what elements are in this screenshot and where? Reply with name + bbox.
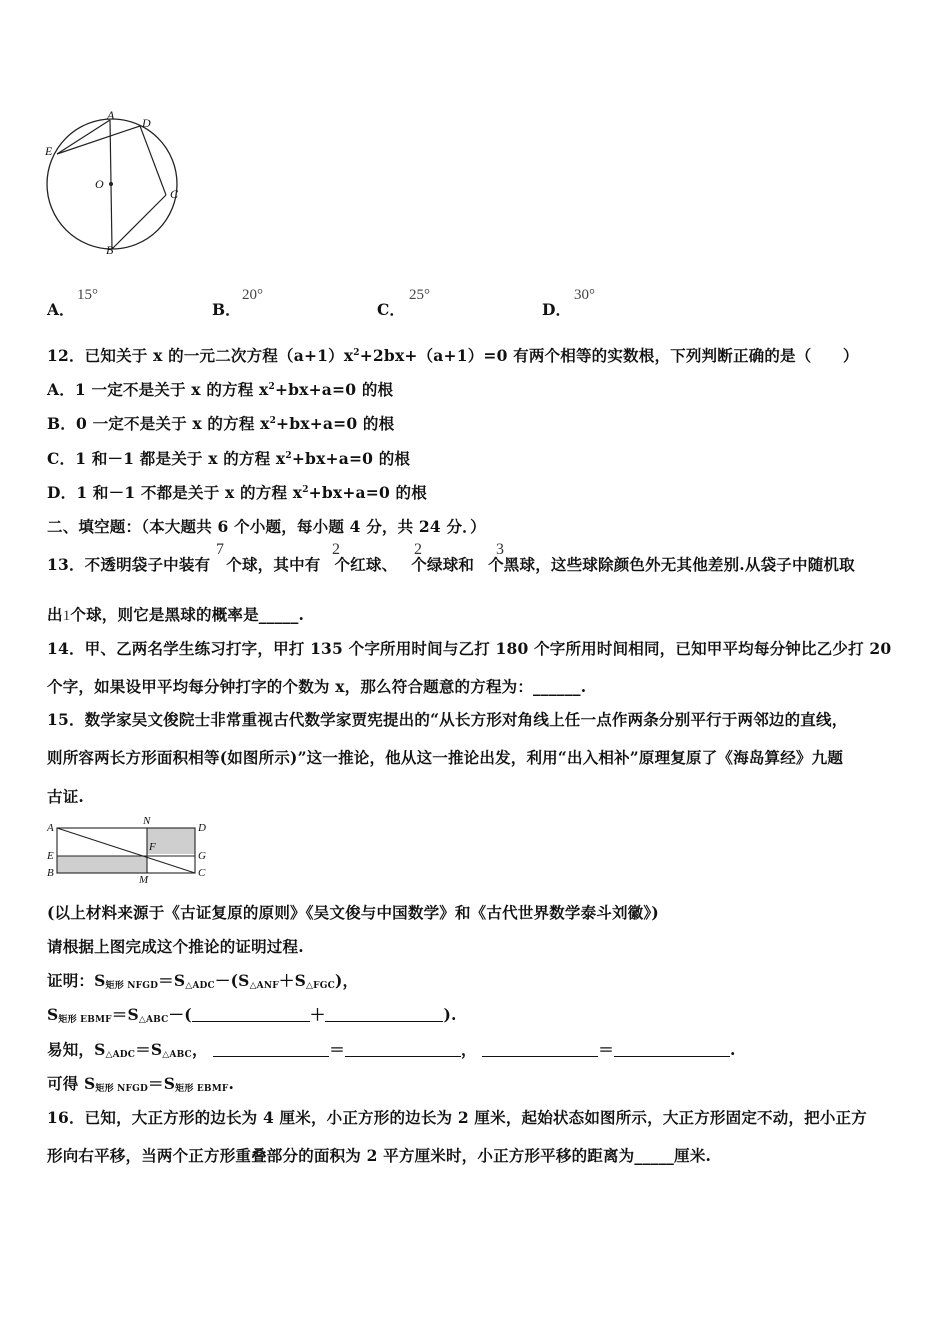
q11-option-c-letter: C．: [377, 300, 405, 319]
q11-option-a-letter: A．: [47, 300, 75, 319]
q14-line1: 14．甲、乙两名学生练习打字，甲打 135 个字所用时间与乙打 180 个字所用时间相同，已知甲平均每分钟比乙少打 20: [47, 639, 892, 658]
proof2-blank-2[interactable]: [325, 1007, 443, 1022]
q15-source: (以上材料来源于《古证复原的原则》《吴文俊与中国数学》和《古代世界数学泰斗刘徽》): [47, 903, 659, 922]
q13-black-balls: 3: [496, 541, 504, 558]
rect-label-m: M: [139, 874, 149, 886]
q11-option-d-letter: D．: [542, 300, 571, 319]
q11-option-c-value: 25°: [409, 287, 430, 303]
q11-option-b-value: 20°: [242, 287, 263, 303]
label-e: E: [45, 144, 53, 158]
rect-label-f: F: [149, 841, 156, 853]
section-fill-blank-title: 二、填空题：（本大题共 6 个小题，每小题 4 分，共 24 分．）: [47, 517, 486, 536]
q13-green-balls: 2: [414, 541, 422, 558]
rect-label-c: C: [198, 867, 206, 879]
rect-label-e: E: [47, 850, 54, 862]
q15-prompt: 请根据上图完成这个推论的证明过程.: [47, 937, 304, 956]
q11-option-a-value: 15°: [77, 287, 98, 303]
rect-label-n: N: [143, 815, 151, 827]
label-a: A: [107, 108, 115, 122]
q13-line1: 13．不透明袋子中装有 个球，其中有 个红球、 个绿球和 个黑球，这些球除颜色外无其他差别.从袋子中随机取: [47, 555, 855, 574]
q15-proof-line1: 证明：$S_{矩形 NFGD}=S_{\triangle ADC}-(S_{\triangle ANF}+S_{\triangle FGC})$，: [47, 971, 359, 991]
proof3-blank-1[interactable]: [213, 1042, 329, 1057]
q13-line2: 出1个球，则它是黑球的概率是_____.: [47, 605, 305, 624]
q15-proof-line4: 可得 $S_{矩形 NFGD}=S_{矩形 EBMF}$.: [47, 1074, 235, 1094]
q11-option-b-letter: B．: [212, 300, 241, 319]
q13-draw-count: 1: [62, 608, 71, 624]
label-c: C: [170, 187, 179, 201]
q15-proof-line3: 易知，$S_{\triangle ADC}=S_{\triangle ABC}$， ＝ ， ＝ .: [47, 1040, 736, 1060]
q16-line2: 形向右平移，当两个正方形重叠部分的面积为 2 平方厘米时，小正方形平移的距离为_____厘米.: [47, 1146, 712, 1165]
label-b: B: [106, 243, 114, 257]
rect-label-g: G: [198, 850, 206, 862]
label-o: O: [95, 177, 104, 191]
q12-option-d: D．1 和－1 不都是关于 x 的方程 $x^2+bx+a=0$ 的根: [47, 483, 427, 502]
q12-option-c: C．1 和－1 都是关于 x 的方程 $x^2+bx+a=0$ 的根: [47, 449, 411, 468]
q15-proof-line2: $S_{矩形 EBMF}=S_{\triangle ABC}-$( ＋ ).: [47, 1005, 457, 1025]
q13-red-balls: 2: [332, 541, 340, 558]
q15-line3: 古证.: [47, 787, 84, 806]
q12-option-b: B．0 一定不是关于 x 的方程 $x^2+bx+a=0$ 的根: [47, 414, 395, 433]
q11-option-d-value: 30°: [574, 287, 595, 303]
q15-line2: 则所容两长方形面积相等(如图所示)”这一推论，他从这一推论出发，利用“出入相补”原理复原了《海岛算经》九题: [47, 748, 844, 767]
q12-option-a: A．1 一定不是关于 x 的方程 $x^2+bx+a=0$ 的根: [47, 380, 394, 399]
q16-line1: 16．已知，大正方形的边长为 4 厘米，小正方形的边长为 2 厘米，起始状态如图所示，大正方形固定不动，把小正方: [47, 1108, 867, 1127]
rect-label-b: B: [47, 867, 54, 879]
rectangle-figure: [40, 815, 220, 890]
q12-stem: 12．已知关于 x 的一元二次方程$(a+1)x^2+2bx+(a+1)=0$ 有两个相等的实数根，下列判断正确的是（ ）: [47, 346, 859, 365]
rect-label-a: A: [47, 822, 54, 834]
q15-line1: 15．数学家吴文俊院士非常重视古代数学家贾宪提出的“从长方形对角线上任一点作两条分别平行于两邻边的直线，: [47, 710, 848, 729]
proof3-blank-4[interactable]: [614, 1042, 730, 1057]
proof3-blank-2[interactable]: [345, 1042, 461, 1057]
proof2-blank-1[interactable]: [192, 1007, 310, 1022]
rect-label-d: D: [198, 822, 206, 834]
proof3-blank-3[interactable]: [482, 1042, 598, 1057]
label-d: D: [142, 116, 151, 130]
q13-total-balls: 7: [216, 541, 224, 558]
q14-line2: 个字，如果设甲平均每分钟打字的个数为 x，那么符合题意的方程为：______.: [47, 677, 587, 696]
circle-figure: [40, 105, 190, 265]
